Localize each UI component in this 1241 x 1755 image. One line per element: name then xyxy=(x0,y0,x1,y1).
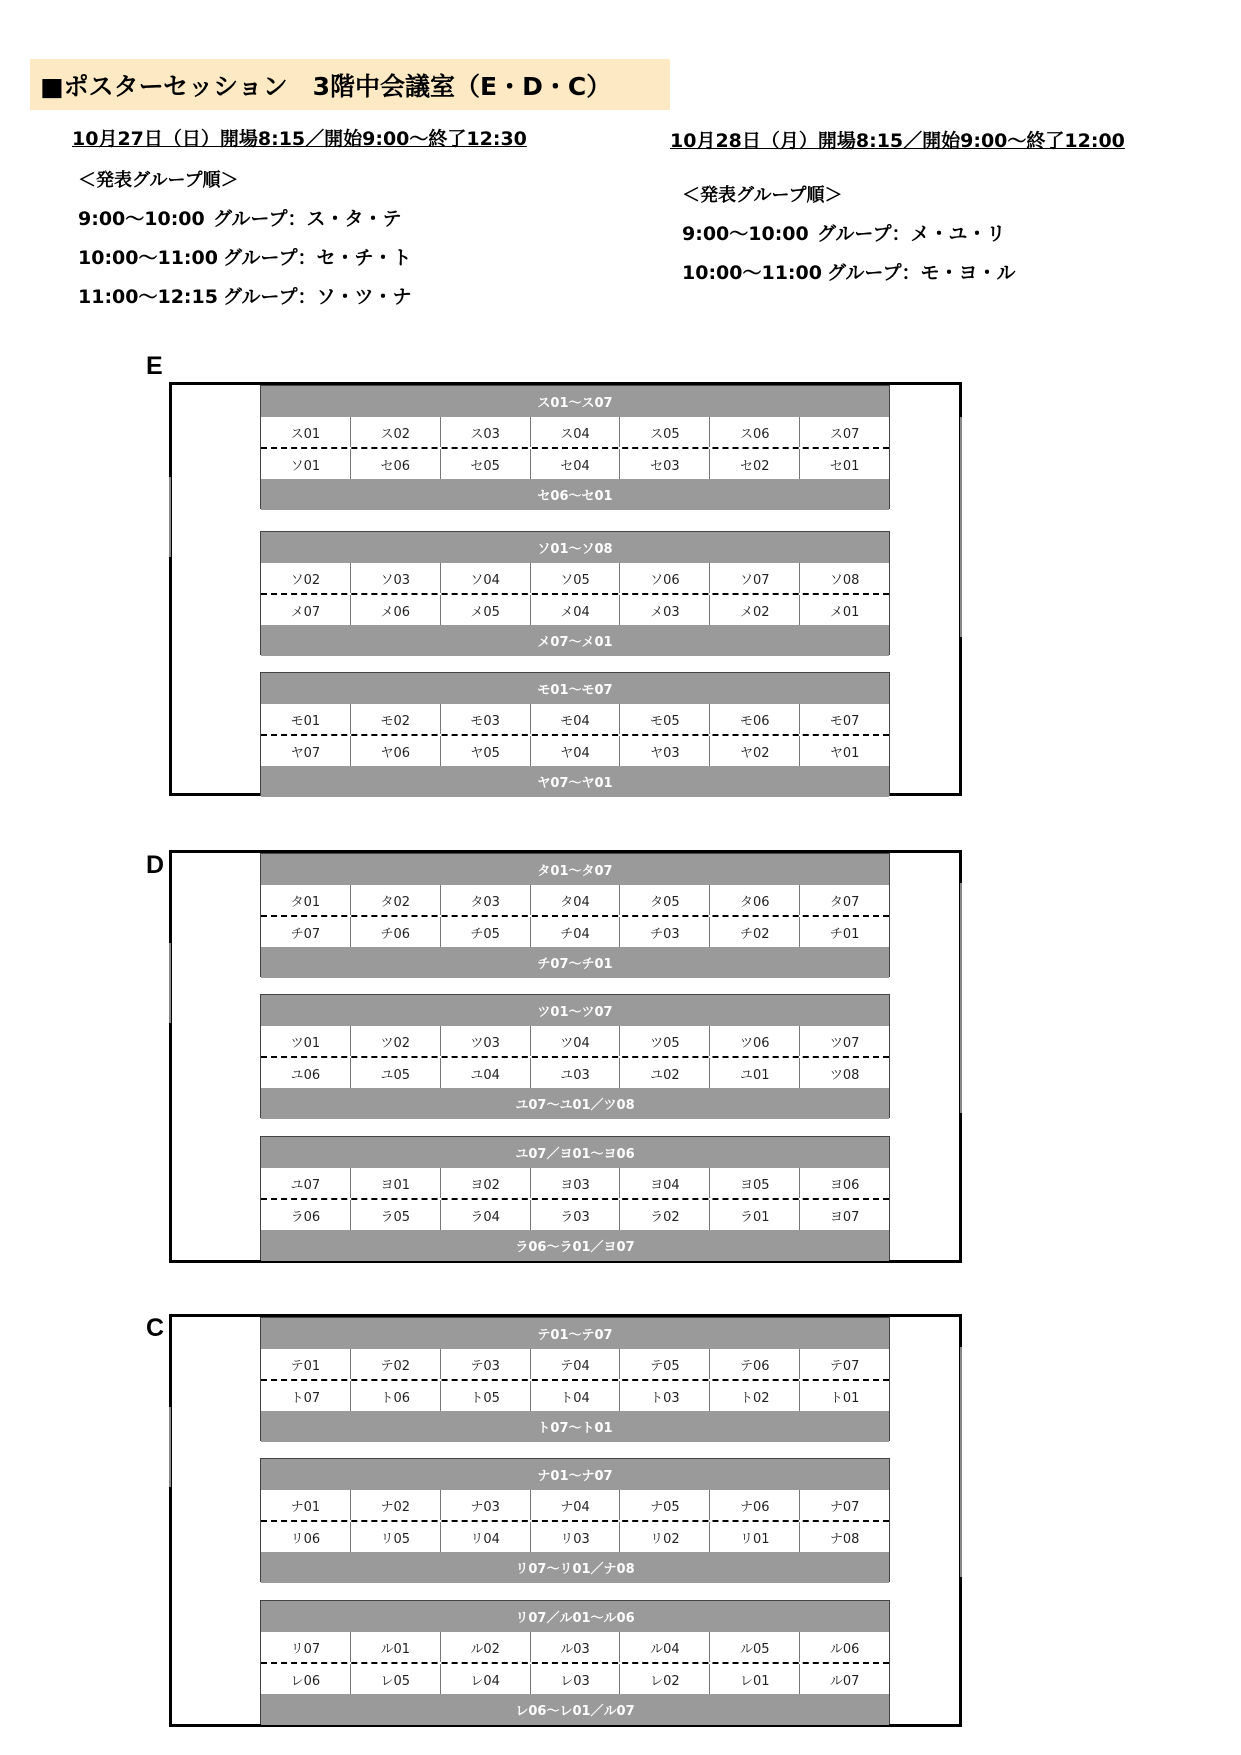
poster-cell: タ06 xyxy=(710,885,800,915)
poster-block xyxy=(260,1600,890,1724)
poster-block xyxy=(260,994,890,1118)
poster-row-bottom xyxy=(261,449,889,479)
day1-row xyxy=(78,282,411,309)
poster-cell: ナ08 xyxy=(829,1531,860,1547)
poster-cell: ト03 xyxy=(620,1381,710,1411)
poster-row-bottom xyxy=(261,595,889,625)
poster-cell: ス03 xyxy=(441,417,531,447)
poster-cell: テ02 xyxy=(351,1349,441,1379)
poster-cell: ス07 xyxy=(829,426,860,442)
poster-cell: ヨ06 xyxy=(829,1177,860,1193)
room-e xyxy=(169,382,962,796)
poster-cell: ル07 xyxy=(829,1673,860,1689)
poster-cell: ヤ03 xyxy=(620,736,710,766)
poster-row-top xyxy=(261,704,889,736)
poster-cell: レ06 xyxy=(261,1664,351,1694)
block-top-label: ソ01〜ソ08 xyxy=(261,532,889,563)
page-title: ■ポスターセッション 3階中会議室（E・D・C） xyxy=(30,59,670,110)
time-slot: 9:00〜10:00 xyxy=(682,223,809,245)
poster-cell: ヤ02 xyxy=(710,736,800,766)
poster-cell: ヨ04 xyxy=(620,1168,710,1198)
poster-cell: ヤ06 xyxy=(351,736,441,766)
day1-schedule xyxy=(78,166,411,321)
poster-cell: ソ03 xyxy=(351,563,441,593)
group-list: グループ：セ・チ・ト xyxy=(223,247,412,269)
poster-cell: テ01 xyxy=(261,1349,351,1379)
poster-cell: ナ03 xyxy=(441,1490,531,1520)
block-bottom-label: ヤ07〜ヤ01 xyxy=(261,766,889,797)
poster-cell: ト06 xyxy=(351,1381,441,1411)
poster-block xyxy=(260,672,890,796)
time-slot: 11:00〜12:15 xyxy=(78,286,218,308)
poster-cell: タ04 xyxy=(531,885,621,915)
poster-cell: ツ04 xyxy=(531,1026,621,1056)
poster-cell: ソ07 xyxy=(710,563,800,593)
poster-cell: ソ01 xyxy=(261,449,351,479)
poster-cell: ナ07 xyxy=(829,1499,860,1515)
poster-cell: レ04 xyxy=(441,1664,531,1694)
block-bottom-label: ト07〜ト01 xyxy=(261,1411,889,1442)
poster-block xyxy=(260,1136,890,1260)
poster-cell: タ01 xyxy=(261,885,351,915)
room-c xyxy=(169,1314,962,1727)
poster-cell: モ07 xyxy=(829,713,860,729)
poster-cell: タ07 xyxy=(829,894,860,910)
poster-cell: ラ05 xyxy=(351,1200,441,1230)
room-label-c: C xyxy=(146,1314,165,1342)
poster-cell: ツ07 xyxy=(829,1035,860,1051)
group-list: グループ：ソ・ツ・ナ xyxy=(223,286,412,308)
poster-cell: ラ06 xyxy=(261,1200,351,1230)
poster-cell: チ02 xyxy=(710,917,800,947)
poster-row-top xyxy=(261,417,889,449)
poster-cell: ツ02 xyxy=(351,1026,441,1056)
poster-cell: ト02 xyxy=(710,1381,800,1411)
poster-cell: ヤ05 xyxy=(441,736,531,766)
poster-cell: ソ08 xyxy=(829,572,860,588)
poster-cell: ル02 xyxy=(441,1632,531,1662)
poster-row-bottom xyxy=(261,1058,889,1088)
day2-heading: 10月28日（月）開場8:15／開始9:00〜終了12:00 xyxy=(670,130,1125,152)
poster-cell: ソ06 xyxy=(620,563,710,593)
block-top-label: ユ07／ヨ01〜ヨ06 xyxy=(261,1137,889,1168)
poster-cell: ヨ03 xyxy=(531,1168,621,1198)
block-bottom-label: ユ07〜ユ01／ツ08 xyxy=(261,1088,889,1119)
poster-cell: ナ06 xyxy=(710,1490,800,1520)
poster-cell: セ01 xyxy=(829,458,860,474)
poster-row-bottom xyxy=(261,1200,889,1230)
poster-row-bottom xyxy=(261,736,889,766)
poster-cell: ヨ05 xyxy=(710,1168,800,1198)
poster-cell: モ01 xyxy=(261,704,351,734)
poster-cell: ト07 xyxy=(261,1381,351,1411)
poster-cell: ル01 xyxy=(351,1632,441,1662)
poster-cell: ス05 xyxy=(620,417,710,447)
poster-cell: メ07 xyxy=(261,595,351,625)
poster-cell: ス04 xyxy=(531,417,621,447)
poster-row-top xyxy=(261,1168,889,1200)
poster-cell: モ05 xyxy=(620,704,710,734)
poster-cell: ヨ02 xyxy=(441,1168,531,1198)
poster-row-top xyxy=(261,1349,889,1381)
poster-cell: ナ02 xyxy=(351,1490,441,1520)
poster-cell: リ01 xyxy=(710,1522,800,1552)
block-top-label: リ07／ル01〜ル06 xyxy=(261,1601,889,1632)
poster-cell: ヤ01 xyxy=(829,745,860,761)
poster-cell: メ05 xyxy=(441,595,531,625)
block-top-label: ナ01〜ナ07 xyxy=(261,1459,889,1490)
poster-cell: モ02 xyxy=(351,704,441,734)
poster-cell: チ04 xyxy=(531,917,621,947)
poster-cell: ス01 xyxy=(261,417,351,447)
poster-cell: テ04 xyxy=(531,1349,621,1379)
poster-cell: ヤ04 xyxy=(531,736,621,766)
poster-cell: ナ05 xyxy=(620,1490,710,1520)
poster-row-top xyxy=(261,885,889,917)
poster-cell: テ05 xyxy=(620,1349,710,1379)
poster-cell: ラ02 xyxy=(620,1200,710,1230)
group-list: グループ：メ・ユ・リ xyxy=(817,223,1006,245)
poster-cell: ユ06 xyxy=(261,1058,351,1088)
poster-cell: ツ03 xyxy=(441,1026,531,1056)
poster-cell: セ06 xyxy=(351,449,441,479)
poster-cell: リ03 xyxy=(531,1522,621,1552)
room-label-d: D xyxy=(146,851,165,879)
poster-cell: メ03 xyxy=(620,595,710,625)
poster-cell: テ06 xyxy=(710,1349,800,1379)
poster-cell: モ03 xyxy=(441,704,531,734)
poster-cell: リ05 xyxy=(351,1522,441,1552)
group-list: グループ：モ・ヨ・ル xyxy=(827,262,1016,284)
poster-cell: ツ08 xyxy=(829,1067,860,1083)
poster-block xyxy=(260,1458,890,1582)
time-slot: 10:00〜11:00 xyxy=(682,262,822,284)
poster-cell: レ02 xyxy=(620,1664,710,1694)
poster-cell: セ04 xyxy=(531,449,621,479)
poster-row-top xyxy=(261,1026,889,1058)
poster-cell: ナ01 xyxy=(261,1490,351,1520)
poster-block xyxy=(260,531,890,655)
poster-cell: テ07 xyxy=(829,1358,860,1374)
poster-row-top xyxy=(261,1490,889,1522)
poster-cell: チ06 xyxy=(351,917,441,947)
poster-cell: チ05 xyxy=(441,917,531,947)
block-bottom-label: レ06〜レ01／ル07 xyxy=(261,1694,889,1725)
poster-cell: タ03 xyxy=(441,885,531,915)
poster-cell: タ02 xyxy=(351,885,441,915)
poster-row-top xyxy=(261,1632,889,1664)
poster-cell: チ07 xyxy=(261,917,351,947)
poster-cell: ヤ07 xyxy=(261,736,351,766)
day2-row xyxy=(682,258,1015,285)
poster-cell: レ03 xyxy=(531,1664,621,1694)
poster-row-bottom xyxy=(261,917,889,947)
block-bottom-label: ラ06〜ラ01／ヨ07 xyxy=(261,1230,889,1261)
block-top-label: ツ01〜ツ07 xyxy=(261,995,889,1026)
poster-cell: テ03 xyxy=(441,1349,531,1379)
poster-row-bottom xyxy=(261,1381,889,1411)
poster-cell: リ06 xyxy=(261,1522,351,1552)
block-bottom-label: セ06〜セ01 xyxy=(261,479,889,510)
poster-cell: レ01 xyxy=(710,1664,800,1694)
poster-cell: リ04 xyxy=(441,1522,531,1552)
poster-cell: ス02 xyxy=(351,417,441,447)
poster-cell: ル03 xyxy=(531,1632,621,1662)
poster-cell: ル06 xyxy=(829,1641,860,1657)
day2-order-label: ＜発表グループ順＞ xyxy=(682,185,843,206)
poster-cell: モ04 xyxy=(531,704,621,734)
day1-heading: 10月27日（日）開場8:15／開始9:00〜終了12:30 xyxy=(72,128,527,150)
poster-block xyxy=(260,1317,890,1441)
poster-cell: ツ06 xyxy=(710,1026,800,1056)
block-bottom-label: メ07〜メ01 xyxy=(261,625,889,656)
day2-schedule xyxy=(682,181,1015,297)
poster-cell: ソ02 xyxy=(261,563,351,593)
poster-cell: ユ05 xyxy=(351,1058,441,1088)
day2-row xyxy=(682,219,1015,246)
poster-cell: ツ01 xyxy=(261,1026,351,1056)
poster-cell: セ03 xyxy=(620,449,710,479)
poster-row-top xyxy=(261,563,889,595)
poster-cell: レ05 xyxy=(351,1664,441,1694)
poster-cell: ユ02 xyxy=(620,1058,710,1088)
poster-cell: ト01 xyxy=(829,1390,860,1406)
poster-cell: メ01 xyxy=(829,604,860,620)
poster-cell: ソ05 xyxy=(531,563,621,593)
room-d xyxy=(169,850,962,1263)
poster-cell: ヨ01 xyxy=(351,1168,441,1198)
poster-row-bottom xyxy=(261,1664,889,1694)
block-bottom-label: チ07〜チ01 xyxy=(261,947,889,978)
poster-cell: リ07 xyxy=(261,1632,351,1662)
poster-cell: ツ05 xyxy=(620,1026,710,1056)
poster-row-bottom xyxy=(261,1522,889,1552)
poster-cell: ラ04 xyxy=(441,1200,531,1230)
group-list: グループ：ス・タ・テ xyxy=(213,208,402,230)
poster-cell: メ02 xyxy=(710,595,800,625)
poster-cell: ユ07 xyxy=(261,1168,351,1198)
poster-cell: リ02 xyxy=(620,1522,710,1552)
poster-cell: セ02 xyxy=(710,449,800,479)
poster-cell: ト04 xyxy=(531,1381,621,1411)
poster-block xyxy=(260,853,890,977)
poster-cell: ト05 xyxy=(441,1381,531,1411)
poster-cell: チ01 xyxy=(829,926,860,942)
poster-cell: ラ01 xyxy=(710,1200,800,1230)
block-top-label: モ01〜モ07 xyxy=(261,673,889,704)
poster-cell: ス06 xyxy=(710,417,800,447)
time-slot: 9:00〜10:00 xyxy=(78,208,205,230)
poster-cell: メ04 xyxy=(531,595,621,625)
poster-cell: ソ04 xyxy=(441,563,531,593)
poster-cell: チ03 xyxy=(620,917,710,947)
time-slot: 10:00〜11:00 xyxy=(78,247,218,269)
poster-cell: ル05 xyxy=(710,1632,800,1662)
day1-row xyxy=(78,204,411,231)
room-label-e: E xyxy=(146,352,163,380)
day1-order-label: ＜発表グループ順＞ xyxy=(78,170,239,191)
poster-cell: ヨ07 xyxy=(829,1209,860,1225)
block-top-label: タ01〜タ07 xyxy=(261,854,889,885)
poster-cell: ラ03 xyxy=(531,1200,621,1230)
poster-cell: メ06 xyxy=(351,595,441,625)
poster-cell: セ05 xyxy=(441,449,531,479)
poster-cell: タ05 xyxy=(620,885,710,915)
poster-cell: ナ04 xyxy=(531,1490,621,1520)
poster-cell: ル04 xyxy=(620,1632,710,1662)
block-top-label: テ01〜テ07 xyxy=(261,1318,889,1349)
poster-cell: モ06 xyxy=(710,704,800,734)
poster-block xyxy=(260,385,890,509)
poster-cell: ユ03 xyxy=(531,1058,621,1088)
block-top-label: ス01〜ス07 xyxy=(261,386,889,417)
block-bottom-label: リ07〜リ01／ナ08 xyxy=(261,1552,889,1583)
poster-cell: ユ01 xyxy=(710,1058,800,1088)
poster-cell: ユ04 xyxy=(441,1058,531,1088)
day1-row xyxy=(78,243,411,270)
